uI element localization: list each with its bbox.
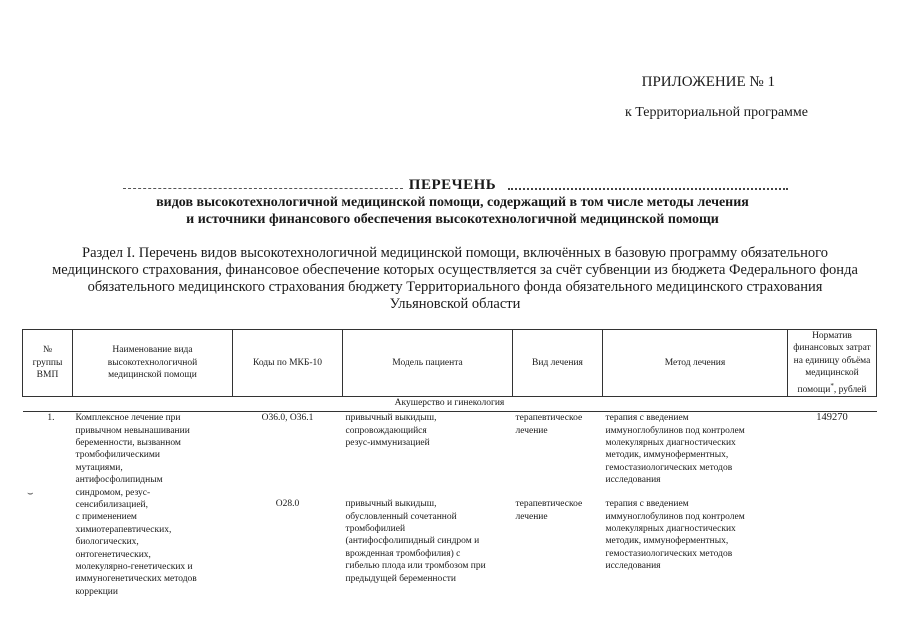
- section-line-3: обязательного медицинского страхования бюджету Территориального фонда обязательного медицинского страхования: [87, 279, 823, 295]
- vmp-table: [22, 329, 877, 598]
- header-cost: Норматив финансовых затрат на единицу объёма медицинской помощи*, рублей: [788, 330, 877, 397]
- model-cell: привычный выкидыш, сопровождающийся резус-иммунизацией: [345, 413, 437, 448]
- model-cell: привычный выкидыш, обусловленный сочетанной тромбофилией (антифосфолипидный синдром и врожденная тромбофилия) с гибелью плода или тромбозом при предыдущей беременности: [345, 499, 486, 584]
- category-row: [23, 397, 877, 412]
- type-cell: терапевтическое лечение: [515, 499, 583, 522]
- header-type: Вид лечения: [513, 330, 603, 397]
- appendix-title: ПРИЛОЖЕНИЕ № 1: [641, 74, 775, 90]
- table-row: [23, 412, 877, 499]
- header-num: № группы ВМП: [23, 330, 73, 397]
- method-cell: терапия с введением иммуноглобулинов под контролем молекулярных диагностических методик, иммуноферментных, гемостазиологических методов исследования: [605, 413, 745, 486]
- header-method: Метод лечения: [603, 330, 788, 397]
- method-cell: терапия с введением иммуноглобулинов под контролем молекулярных диагностических методик, иммуноферментных, гемостазиологических методов исследования: [605, 499, 745, 572]
- codes-cell: O28.0: [275, 499, 300, 510]
- table-header-row: [23, 330, 877, 397]
- section-line-1: Раздел I. Перечень видов высокотехнологичной медицинской помощи, включённых в базовую программу обязательного: [82, 245, 828, 261]
- title-main: ПЕРЕЧЕНЬ: [408, 177, 497, 193]
- title-line-2: и источники финансового обеспечения высокотехнологичной медицинской помощи: [186, 212, 719, 227]
- appendix-subtitle: к Территориальной программе: [624, 105, 808, 120]
- header-codes: Коды по МКБ-10: [233, 330, 343, 397]
- document-title: [0, 176, 905, 228]
- group-number: 1.: [47, 413, 55, 424]
- category-label: Акушерство и гинекология: [23, 397, 877, 412]
- header-model: Модель пациента: [343, 330, 513, 397]
- codes-cell: O36.0, O36.1: [261, 413, 314, 424]
- scan-mark: ⌣: [27, 488, 34, 499]
- title-line-1: видов высокотехнологичной медицинской помощи, содержащий в том числе методы лечения: [156, 195, 749, 210]
- group-name: Комплексное лечение при привычном невынашивании беременности, вызванном тромбофилическими мутациями, антифосфолипидным синдромом, резус- сенсибилизацией, с применением химиотерапевтических, биологических, онтогенетических, молекулярно-генетических и иммуногенетических методов коррекции: [75, 413, 197, 597]
- section-line-2: медицинского страхования, финансовое обеспечение которых осуществляется за счёт субвенции из бюджета Федерального фонда: [52, 262, 858, 278]
- header-name: Наименование вида высокотехнологичной медицинской помощи: [73, 330, 233, 397]
- section-heading: [40, 245, 870, 313]
- section-line-4: Ульяновской области: [389, 296, 521, 312]
- cost-cell: 149270: [816, 412, 848, 424]
- type-cell: терапевтическое лечение: [515, 413, 583, 436]
